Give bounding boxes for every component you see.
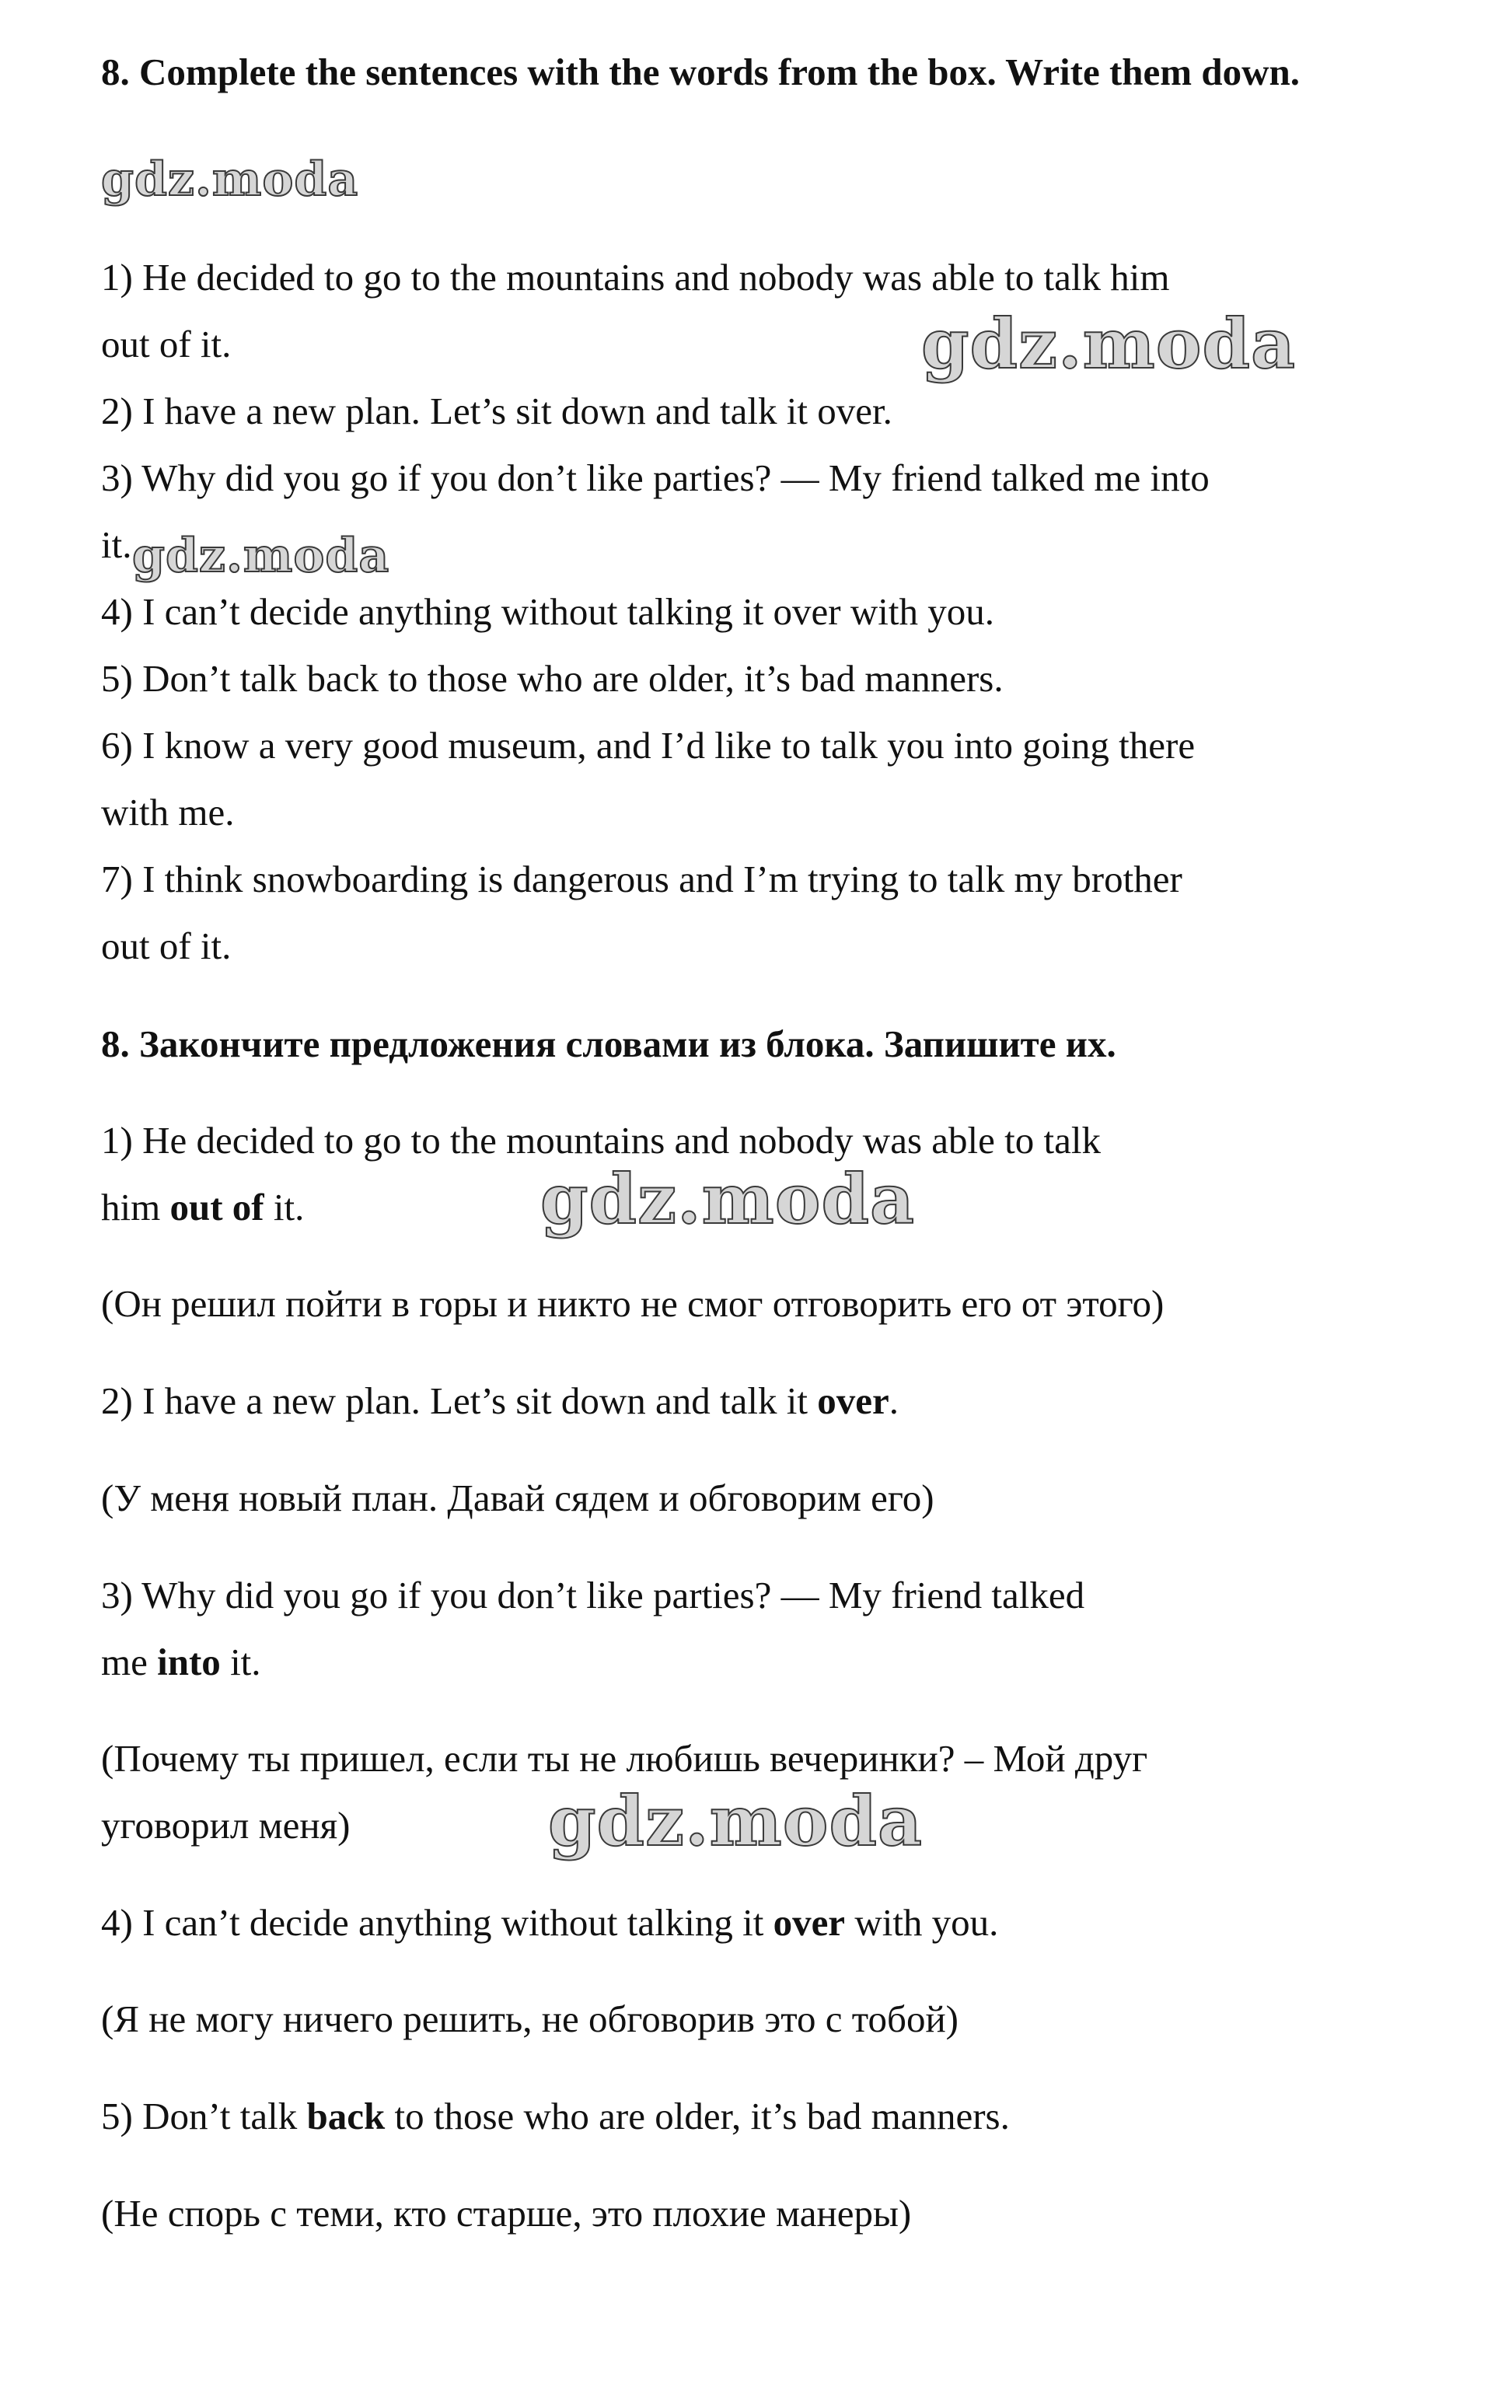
answer-word: over xyxy=(773,1901,846,1944)
watermark-logo: gdz.moda xyxy=(548,1781,924,1861)
answer-word: back xyxy=(306,2095,386,2137)
solution-line: 2) I have a new plan. Let’s sit down and talk it over. xyxy=(101,1379,899,1422)
answer-word: out of xyxy=(169,1186,264,1228)
solution-line: him out of it. xyxy=(101,1186,305,1228)
answer-line: 5) Don’t talk back to those who are older, it’s bad manners. xyxy=(101,657,1004,700)
solution-line: 1) He decided to go to the mountains and nobody was able to talk xyxy=(101,1119,1101,1162)
translation-line: уговорил меня) xyxy=(101,1804,351,1847)
watermark-logo: gdz.moda xyxy=(921,303,1297,384)
translation-line: (Он решил пойти в горы и никто не смог отговорить его от этого) xyxy=(101,1282,1165,1325)
translation-line: (Не спорь с теми, кто старше, это плохие манеры) xyxy=(101,2192,912,2235)
answer-line: 1) He decided to go to the mountains and nobody was able to talk him xyxy=(101,256,1170,299)
watermark-logo: gdz.moda xyxy=(132,529,390,583)
answer-line: 4) I can’t decide anything without talking it over with you. xyxy=(101,590,994,633)
answer-word: over xyxy=(817,1379,889,1422)
exercise-heading-en: 8. Complete the sentences with the words from the box. Write them down. xyxy=(101,51,1300,93)
answer-line: 7) I think snowboarding is dangerous and I’m trying to talk my brother xyxy=(101,858,1182,900)
answer-line: with me. xyxy=(101,791,235,834)
answer-line: out of it. xyxy=(101,323,232,365)
solution-line: 5) Don’t talk back to those who are older, it’s bad manners. xyxy=(101,2095,1010,2137)
answer-line: 3) Why did you go if you don’t like parties? — My friend talked me into xyxy=(101,456,1210,499)
answer-line: 6) I know a very good museum, and I’d like to talk you into going there xyxy=(101,724,1196,767)
answer-line: out of it. xyxy=(101,924,232,967)
solution-line: 4) I can’t decide anything without talking it over with you. xyxy=(101,1901,999,1944)
answer-line: it. xyxy=(101,523,132,566)
translation-line: (У меня новый план. Давай сядем и обговорим его) xyxy=(101,1477,934,1519)
exercise-heading-ru: 8. Закончите предложения словами из блока. Запишите их. xyxy=(101,1022,1116,1065)
solution-line: 3) Why did you go if you don’t like parties? — My friend talked xyxy=(101,1574,1085,1616)
watermark-logo: gdz.moda xyxy=(540,1159,916,1239)
watermark-logo: gdz.moda xyxy=(101,152,359,207)
solution-line: me into it. xyxy=(101,1641,261,1683)
answer-line: 2) I have a new plan. Let’s sit down and talk it over. xyxy=(101,390,892,432)
translation-line: (Почему ты пришел, если ты не любишь вечеринки? – Мой друг xyxy=(101,1737,1148,1780)
translation-line: (Я не могу ничего решить, не обговорив это с тобой) xyxy=(101,1997,959,2040)
answer-word: into xyxy=(157,1641,221,1683)
